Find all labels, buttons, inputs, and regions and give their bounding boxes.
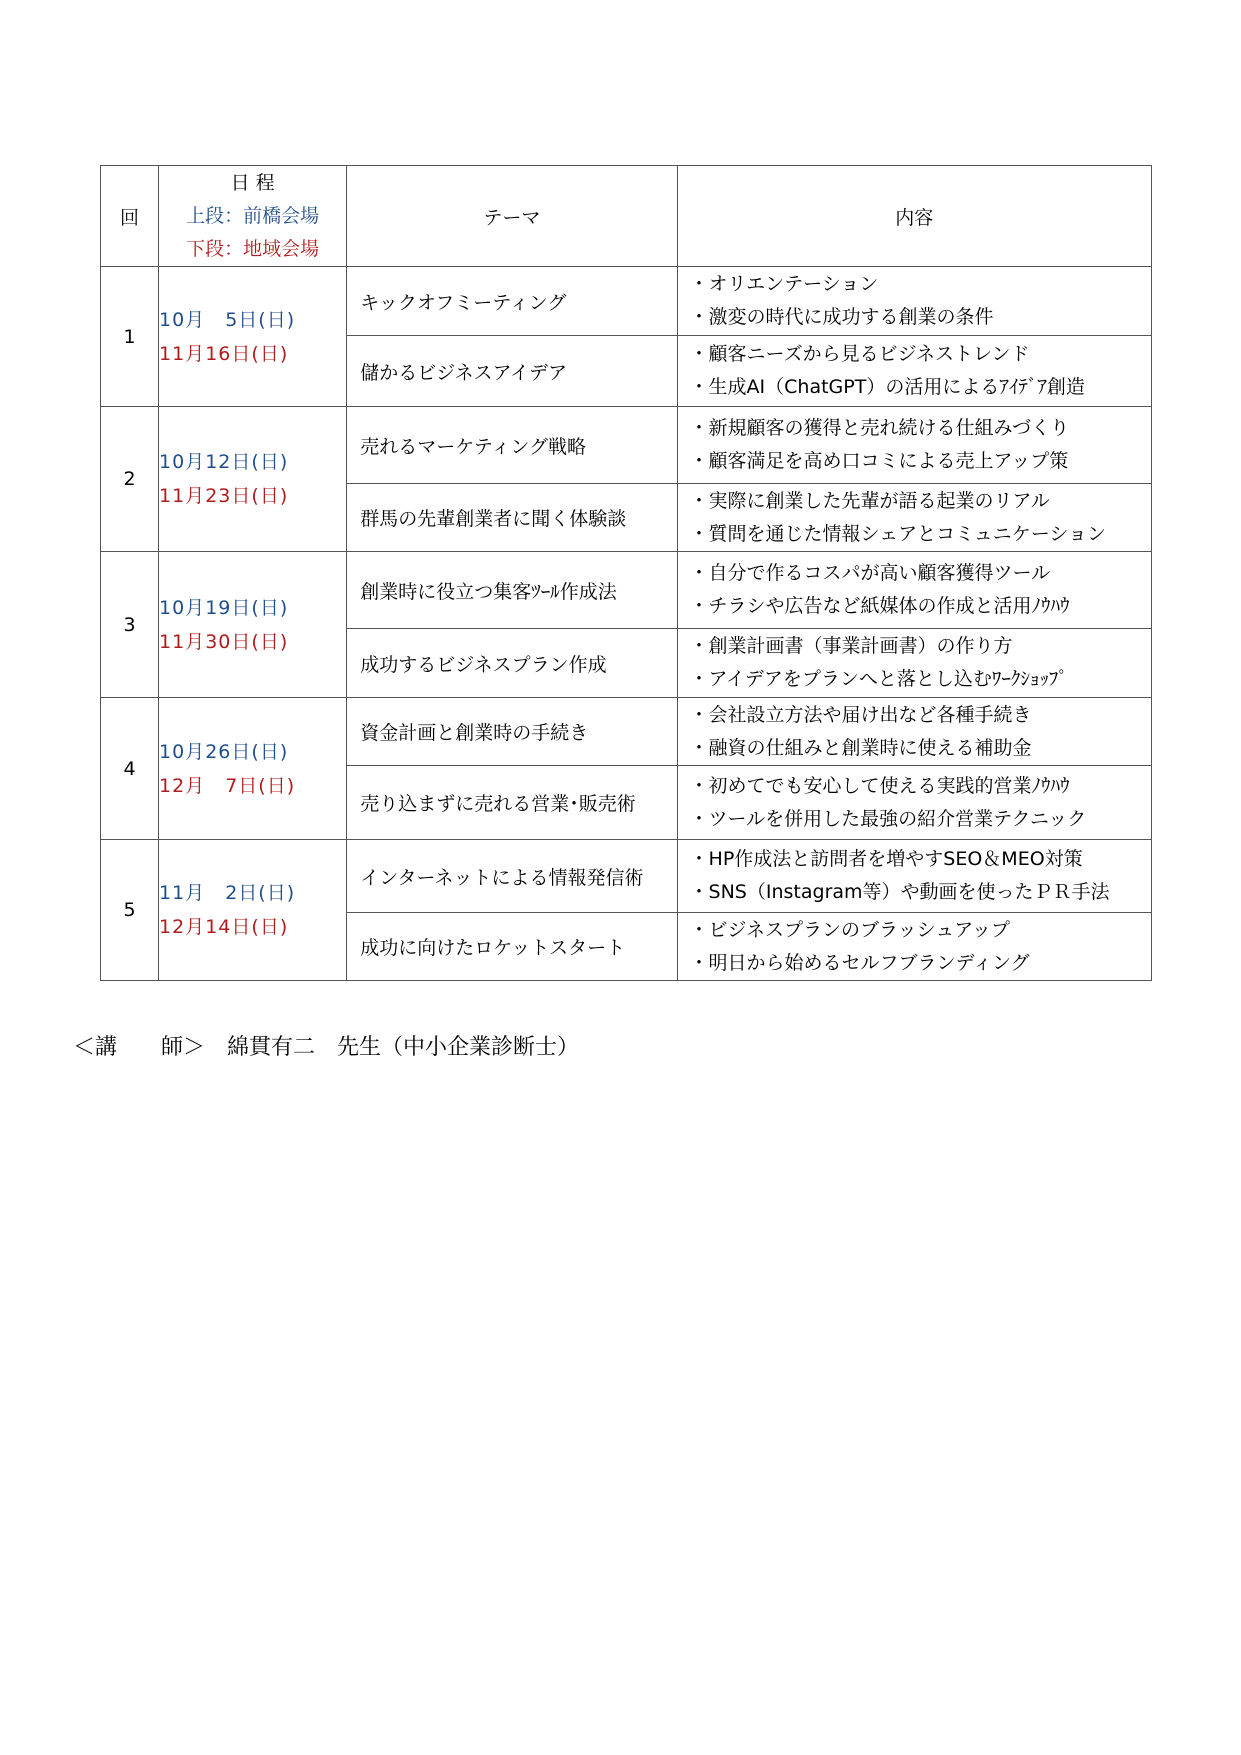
theme-cell: インターネットによる情報発信術 bbox=[347, 840, 677, 913]
lecturer-line: ＜講 師＞ 綿貫有二 先生（中小企業診断士） bbox=[73, 1035, 580, 1060]
session-number: 1 bbox=[101, 267, 159, 407]
content-cell bbox=[677, 913, 1151, 981]
theme-cell: 資金計画と創業時の手続き bbox=[347, 698, 677, 766]
content-item: ・ビジネスプランのブラッシュアップ bbox=[689, 918, 1010, 941]
content-item: ・顧客満足を高め口コミによる売上アップ策 bbox=[689, 450, 1069, 472]
date-regional: 11月16日(日) bbox=[159, 342, 289, 365]
date-regional: 12月 7日(日) bbox=[159, 774, 296, 797]
content-item: ・明日から始めるセルフブランディング bbox=[689, 951, 1030, 974]
session-dates bbox=[159, 840, 347, 981]
session-number: 3 bbox=[101, 552, 159, 698]
header-content: 内容 bbox=[677, 166, 1151, 267]
date-maebashi: 10月12日(日) bbox=[159, 451, 289, 473]
header-theme: テーマ bbox=[347, 166, 677, 267]
content-cell bbox=[677, 698, 1151, 766]
theme-cell: 成功するビジネスプラン作成 bbox=[347, 629, 677, 698]
session-row bbox=[101, 552, 1152, 629]
theme-cell: 売れるマーケティング戦略 bbox=[347, 407, 677, 484]
content-item: ・HP作成法と訪問者を増やすSEO＆MEO対策 bbox=[689, 848, 1083, 870]
content-item: ・会社設立方法や届け出など各種手続き bbox=[689, 703, 1032, 726]
date-regional: 12月14日(日) bbox=[159, 916, 289, 938]
content-item: ・新規顧客の獲得と売れ続ける仕組みづくり bbox=[689, 417, 1070, 439]
content-item: ・チラシや広告など紙媒体の作成と活用ﾉｳﾊｳ bbox=[689, 595, 1070, 617]
date-maebashi: 10月19日(日) bbox=[159, 596, 289, 619]
theme-cell: 儲かるビジネスアイデア bbox=[347, 336, 677, 407]
content-item: ・SNS（Instagram等）や動画を使ったＰＲ手法 bbox=[689, 881, 1110, 903]
header-date bbox=[159, 166, 347, 267]
session-dates bbox=[159, 407, 347, 552]
content-item: ・実際に創業した先輩が語る起業のリアル bbox=[689, 489, 1050, 512]
content-item: ・初めてでも安心して使える実践的営業ﾉｳﾊｳ bbox=[689, 774, 1070, 797]
date-maebashi: 11月 2日(日) bbox=[159, 882, 296, 904]
session-dates bbox=[159, 698, 347, 840]
content-item: ・激変の時代に成功する創業の条件 bbox=[689, 306, 994, 328]
content-item: ・融資の仕組みと創業時に使える補助金 bbox=[689, 736, 1032, 759]
session-row bbox=[101, 698, 1152, 766]
content-item: ・質問を通じた情報シェアとコミュニケーション bbox=[689, 522, 1107, 545]
content-item: ・アイデアをプランへと落とし込むﾜｰｸｼｮｯﾌﾟ bbox=[689, 668, 1068, 690]
content-cell bbox=[677, 552, 1151, 629]
session-dates bbox=[159, 552, 347, 698]
header-date-upper: 上段：前橋会場 bbox=[186, 204, 320, 227]
content-item: ・自分で作るコスパが高い顧客獲得ツール bbox=[689, 562, 1051, 584]
content-cell bbox=[677, 336, 1151, 407]
content-cell bbox=[677, 629, 1151, 698]
theme-cell: 創業時に役立つ集客ﾂｰﾙ作成法 bbox=[347, 552, 677, 629]
theme-cell: 成功に向けたロケットスタート bbox=[347, 913, 677, 981]
schedule-table bbox=[100, 165, 1152, 981]
session-number: 2 bbox=[101, 407, 159, 552]
session-number: 5 bbox=[101, 840, 159, 981]
date-regional: 11月23日(日) bbox=[159, 485, 289, 507]
content-item: ・オリエンテーション bbox=[689, 273, 879, 295]
session-number: 4 bbox=[101, 698, 159, 840]
content-item: ・ツールを併用した最強の紹介営業テクニック bbox=[689, 807, 1087, 830]
content-cell bbox=[677, 407, 1151, 484]
content-item: ・生成AI（ChatGPT）の活用によるｱｲﾃﾞｱ創造 bbox=[689, 376, 1085, 398]
date-maebashi: 10月 5日(日) bbox=[159, 308, 296, 331]
session-dates bbox=[159, 267, 347, 407]
session-row bbox=[101, 407, 1152, 484]
header-no: 回 bbox=[101, 166, 159, 267]
header-row bbox=[101, 166, 1152, 267]
theme-cell: キックオフミーティング bbox=[347, 267, 677, 336]
content-cell bbox=[677, 267, 1151, 336]
session-row bbox=[101, 267, 1152, 336]
session-row bbox=[101, 840, 1152, 913]
header-date-title: 日 程 bbox=[230, 171, 275, 194]
content-cell bbox=[677, 840, 1151, 913]
date-maebashi: 10月26日(日) bbox=[159, 740, 289, 763]
content-cell bbox=[677, 484, 1151, 552]
theme-cell: 売り込まずに売れる営業･販売術 bbox=[347, 766, 677, 840]
theme-cell: 群馬の先輩創業者に聞く体験談 bbox=[347, 484, 677, 552]
header-date-lower: 下段：地域会場 bbox=[186, 237, 320, 260]
content-item: ・創業計画書（事業計画書）の作り方 bbox=[689, 635, 1013, 657]
schedule-body bbox=[101, 267, 1152, 981]
content-item: ・顧客ニーズから見るビジネストレンド bbox=[689, 343, 1030, 365]
date-regional: 11月30日(日) bbox=[159, 630, 289, 653]
content-cell bbox=[677, 766, 1151, 840]
